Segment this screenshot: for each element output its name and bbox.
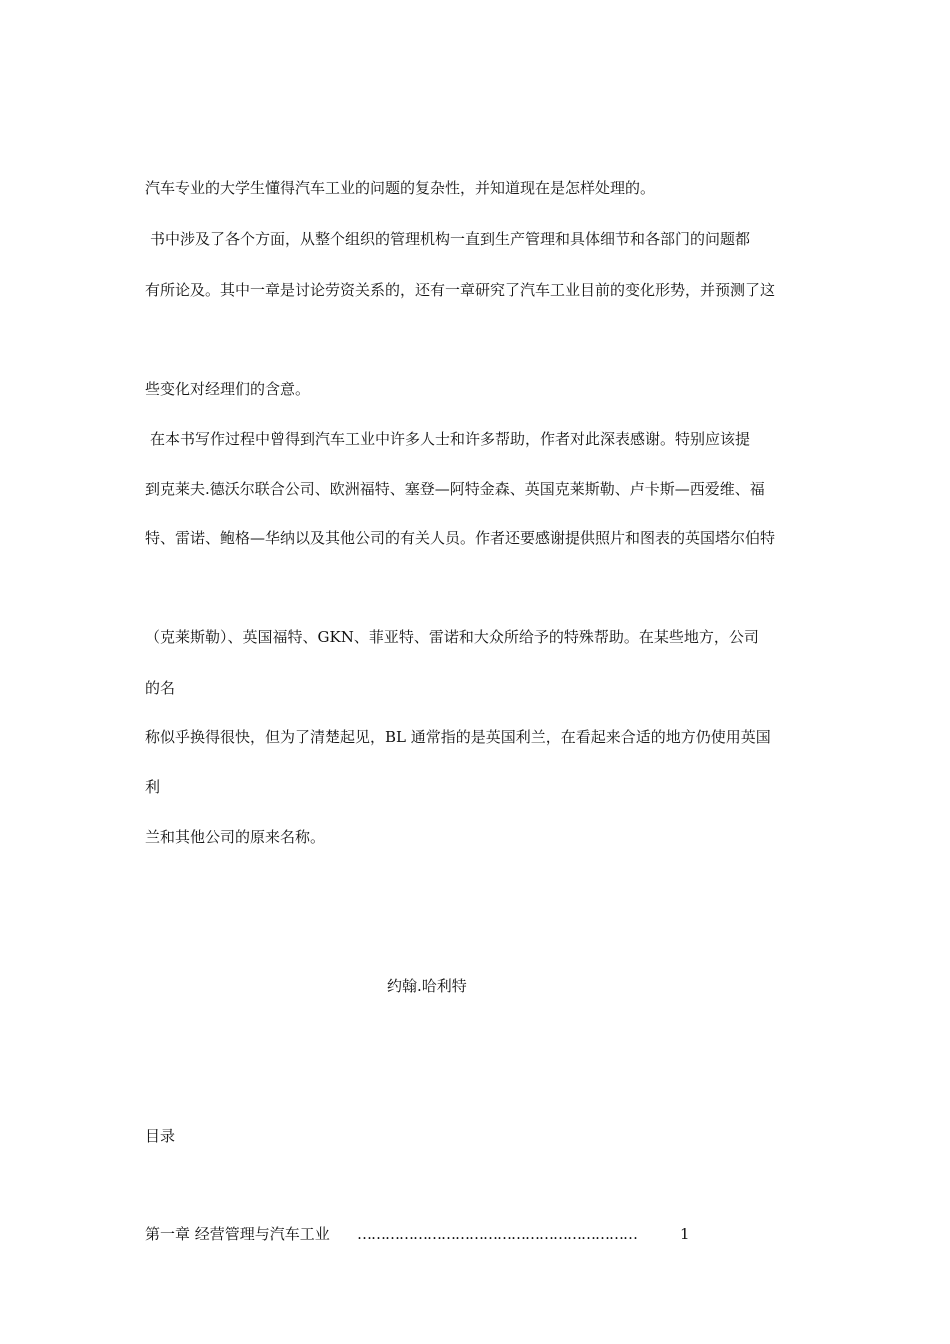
- paragraph-line: 汽车专业的大学生懂得汽车工业的问题的复杂性，并知道现在是怎样处理的。: [145, 179, 656, 197]
- paragraph-line: （克莱斯勒）、英国福特、GKN、菲亚特、雷诺和大众所给予的特殊帮助。在某些地方，公司: [145, 628, 759, 646]
- paragraph-line: 兰和其他公司的原来名称。: [145, 828, 326, 846]
- toc-page-number: 1: [680, 1225, 690, 1243]
- author-signature: 约翰.哈利特: [387, 977, 467, 995]
- toc-heading: 目录: [145, 1127, 176, 1145]
- paragraph-line: 利: [145, 778, 161, 796]
- paragraph-line: 有所论及。其中一章是讨论劳资关系的，还有一章研究了汽车工业目前的变化形势，并预测了这: [145, 281, 776, 299]
- toc-entry-title: 第一章 经营管理与汽车工业: [145, 1225, 330, 1243]
- toc-entry[interactable]: [145, 1224, 705, 1244]
- paragraph-line: 些变化对经理们的含意。: [145, 380, 311, 398]
- paragraph-line: 在本书写作过程中曾得到汽车工业中许多人士和许多帮助，作者对此深表感谢。特别应该提: [150, 430, 751, 448]
- paragraph-line: 到克莱夫.德沃尔联合公司、欧洲福特、塞登—阿特金森、英国克莱斯勒、卢卡斯—西爱维、福: [145, 480, 765, 498]
- paragraph-line: 的名: [145, 679, 176, 697]
- paragraph-line: 称似乎换得很快，但为了清楚起见，BL 通常指的是英国利兰，在看起来合适的地方仍使用英国: [145, 728, 771, 746]
- toc-leader-dots: ……………………………………………………: [357, 1225, 637, 1243]
- paragraph-line: 书中涉及了各个方面，从整个组织的管理机构一直到生产管理和具体细节和各部门的问题都: [150, 230, 751, 248]
- paragraph-line: 特、雷诺、鲍格—华纳以及其他公司的有关人员。作者还要感谢提供照片和图表的英国塔尔伯特: [145, 529, 776, 547]
